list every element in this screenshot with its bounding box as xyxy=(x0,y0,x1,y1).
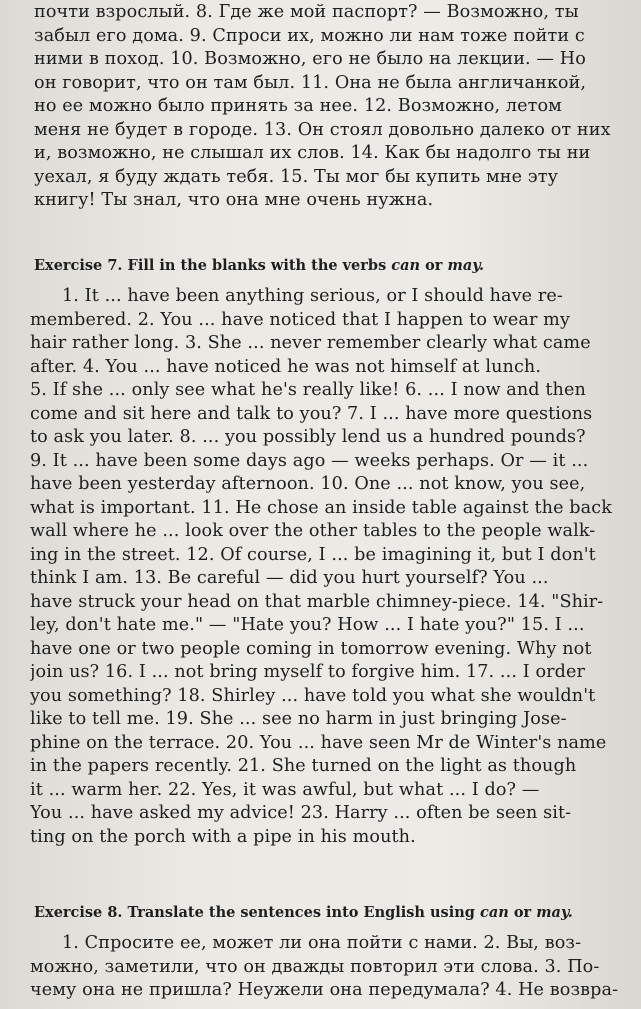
text-line: ting on the porch with a pipe in his mouth. xyxy=(30,826,416,847)
text-line: membered. 2. You ... have noticed that I happen to wear my xyxy=(30,309,570,330)
text-line: it ... warm her. 22. Yes, it was awful, but what ... I do? — xyxy=(30,779,540,800)
text-line: to ask you later. 8. ... you possibly lend us a hundred pounds? xyxy=(30,427,586,447)
text-line: ley, don't hate me." — "Hate you? How ... I hate you?" 15. I ... xyxy=(30,615,585,635)
text-line: have been yesterday afternoon. 10. One ... not know, you see, xyxy=(30,474,586,494)
text-line: in the papers recently. 21. She turned on the light as though xyxy=(30,756,577,776)
verb-can: can xyxy=(479,904,509,921)
text-line: what is important. 11. He chose an inside table against the back xyxy=(30,497,612,518)
text-line: 1. It ... have been anything serious, or I should have re- xyxy=(62,286,563,306)
exercise-7-title: Exercise 7. Fill in the blanks with the verbs xyxy=(34,257,387,274)
verb-may: may. xyxy=(447,257,485,274)
text-line: phine on the terrace. 20. You ... have seen Mr de Winter's name xyxy=(30,732,607,753)
text-line: уехал, я буду ждать тебя. 15. Ты мог бы купить мне эту xyxy=(34,166,559,187)
text-line: hair rather long. 3. She ... never remember clearly what came xyxy=(30,333,591,353)
text-line: чему она не пришла? Неужели она передумала? 4. Не возвра- xyxy=(30,980,619,1000)
text-line: можно, заметили, что он дважды повторил эти слова. 3. По- xyxy=(30,956,600,977)
connector-or: or xyxy=(513,904,532,921)
exercise-7-body xyxy=(30,285,635,849)
exercise-8-heading xyxy=(34,903,635,923)
text-line: think I am. 13. Be careful — did you hurt yourself? You ... xyxy=(30,568,549,588)
text-line: wall where he ... look over the other tables to the people walk- xyxy=(30,521,596,541)
text-line: забыл его дома. 9. Спроси их, можно ли нам тоже пойти с xyxy=(34,25,585,46)
text-line: ing in the street. 12. Of course, I ... be imagining it, but I don't xyxy=(30,544,596,565)
exercise-8-body xyxy=(30,932,635,1003)
intro-paragraph xyxy=(34,1,637,213)
text-line: и, возможно, не слышал их слов. 14. Как бы надолго ты ни xyxy=(34,143,591,163)
text-line: 1. Спросите ее, может ли она пойти с нами. 2. Вы, воз- xyxy=(62,933,582,953)
text-line: меня не будет в городе. 13. Он стоял довольно далеко от них xyxy=(34,119,611,140)
text-line: you something? 18. Shirley ... have told you what she wouldn't xyxy=(30,685,596,706)
text-line: 9. It ... have been some days ago — weeks perhaps. Or — it ... xyxy=(30,450,589,471)
connector-or: or xyxy=(425,257,443,274)
exercise-8-title: Exercise 8. Translate the sentences into English using xyxy=(34,904,475,921)
text-line: книгу! Ты знал, что она мне очень нужна. xyxy=(34,190,434,210)
text-line: но ее можно было принять за нее. 12. Возможно, летом xyxy=(34,96,562,116)
text-line: have one or two people coming in tomorrow evening. Why not xyxy=(30,638,592,659)
text-line: ними в поход. 10. Возможно, его не было на лекции. — Но xyxy=(34,49,586,69)
exercise-7-heading xyxy=(34,256,635,276)
text-line: after. 4. You ... have noticed he was not himself at lunch. xyxy=(30,356,542,377)
text-line: join us? 16. I ... not bring myself to forgive him. 17. ... I order xyxy=(30,662,586,682)
verb-may: may. xyxy=(536,904,573,921)
text-line: You ... have asked my advice! 23. Harry ... often be seen sit- xyxy=(30,803,572,823)
verb-can: can xyxy=(391,257,421,274)
text-line: have struck your head on that marble chimney-piece. 14. "Shir- xyxy=(30,591,604,612)
text-line: like to tell me. 19. She ... see no harm in just bringing Jose- xyxy=(30,709,567,729)
text-line: он говорит, что он там был. 11. Она не была англичанкой, xyxy=(34,72,587,93)
text-line: come and sit here and talk to you? 7. I ... have more questions xyxy=(30,403,593,424)
text-line: почти взрослый. 8. Где же мой паспорт? — Возможно, ты xyxy=(34,2,579,22)
text-line: 5. If she ... only see what he's really like! 6. ... I now and then xyxy=(30,380,586,400)
